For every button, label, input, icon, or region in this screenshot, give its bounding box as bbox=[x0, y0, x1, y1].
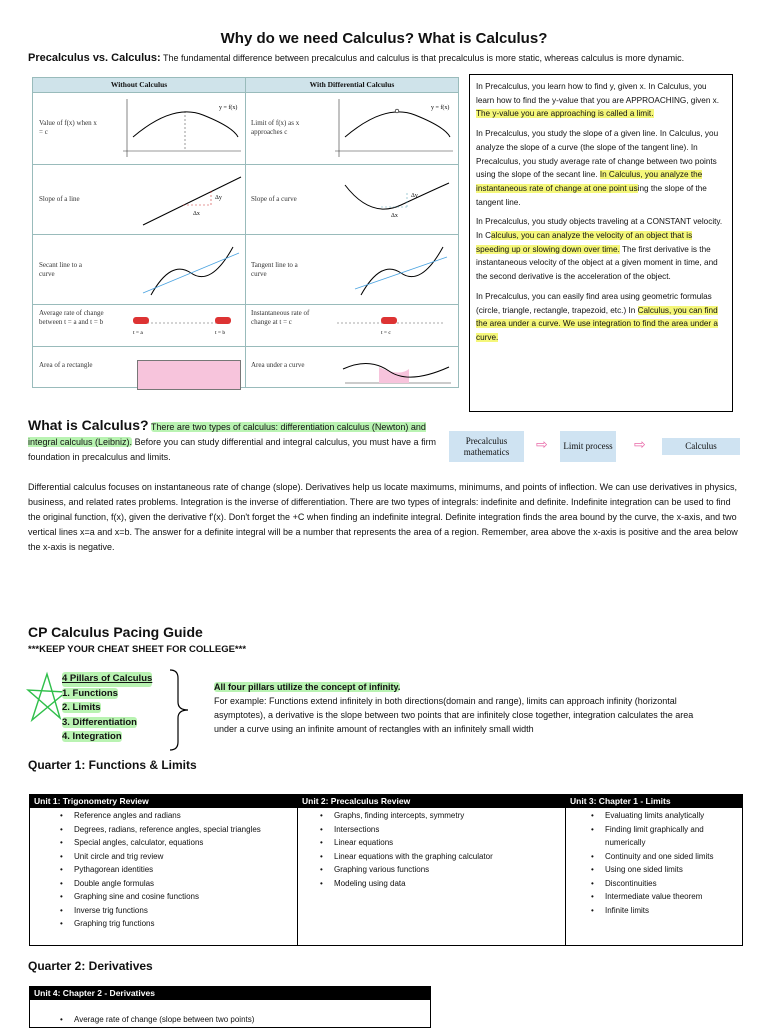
arrow-right-icon: ⇨ bbox=[634, 436, 646, 452]
graph-average-rate bbox=[129, 309, 243, 343]
rectangle-area bbox=[137, 360, 241, 390]
list-item: • Intermediate value theorem bbox=[591, 890, 736, 904]
quarter-2-table bbox=[29, 986, 431, 1028]
list-item: • Intersections bbox=[320, 823, 560, 837]
list-item: • Linear equations with the graphing calculator bbox=[320, 850, 560, 864]
list-item: • Pythagorean identities bbox=[60, 863, 290, 877]
what-highlight: There are two types of calculus: differentiation calculus (Newton) and integral calculus (Leibniz). bbox=[28, 422, 426, 447]
pillars-list bbox=[62, 672, 152, 745]
intro-line bbox=[28, 52, 684, 64]
unit-header: Unit 3: Chapter 1 - Limits bbox=[566, 795, 742, 808]
what-is-calculus bbox=[28, 418, 438, 465]
unit-header: Unit 1: Trigonometry Review bbox=[30, 795, 298, 808]
brace-icon bbox=[168, 668, 198, 752]
list-item: • Linear equations bbox=[320, 836, 560, 850]
row-left-label: Slope of a line bbox=[39, 195, 80, 203]
paragraph-limits bbox=[476, 80, 726, 121]
row-left-label: Area of a rectangle bbox=[39, 361, 93, 369]
dy-label: Δy bbox=[215, 195, 222, 201]
highlight: ate of change bbox=[532, 183, 584, 193]
flow-calculus: Calculus bbox=[662, 438, 740, 455]
highlight: Calculus, you can find the area under a curve. We use integration to find the area under a curve. bbox=[476, 305, 718, 342]
unit-header: Unit 4: Chapter 2 - Derivatives bbox=[30, 987, 430, 1000]
explanation-box bbox=[469, 74, 733, 412]
list-item: • Continuity and one sided limits bbox=[591, 850, 736, 864]
list-item: • Average rate of change (slope between two points) bbox=[60, 1013, 420, 1027]
row-left-label: Average rate of change between t = a and t = b bbox=[39, 309, 104, 326]
list-item: • Graphing trig functions bbox=[60, 917, 290, 931]
unit-3-list bbox=[591, 809, 736, 917]
dy-label: Δy bbox=[411, 193, 418, 199]
list-item: • Evaluating limits analytically bbox=[591, 809, 736, 823]
text: In Precalculus, you study the slope of a given line. In Calculus, you analyze the slope of a curve (the slope of the tangent line). In Precalculus, you study average rate of change between two points using the slope of the secant line. bbox=[476, 129, 719, 180]
list-item: • Graphing various functions bbox=[320, 863, 560, 877]
graph-value-of-fx bbox=[113, 97, 243, 161]
pacing-heading: CP Calculus Pacing Guide bbox=[28, 624, 203, 640]
intro-bold: Precalculus vs. Calculus: bbox=[28, 52, 161, 64]
pillars-title: 4 Pillars of Calculus bbox=[62, 672, 152, 687]
tb-label: t = b bbox=[215, 330, 226, 336]
pillar-item: 3. Differentiation bbox=[62, 716, 137, 728]
what-heading: What is Calculus? bbox=[28, 417, 149, 433]
unit-header: Unit 2: Precalculus Review bbox=[298, 795, 566, 808]
paragraph-velocity bbox=[476, 215, 726, 284]
row-right-label: Limit of f(x) as x approaches c bbox=[251, 119, 300, 136]
quarter-1-heading: Quarter 1: Functions & Limits bbox=[28, 758, 197, 772]
list-item: • Degrees, radians, reference angles, special triangles bbox=[60, 823, 290, 837]
tc-label: t = c bbox=[381, 330, 391, 336]
highlight: In Calculus, you analyze the instantaneous r bbox=[476, 170, 703, 193]
list-item: • Infinite limits bbox=[591, 904, 736, 918]
text: In Precalculus, you learn how to find y, given x. In Calculus, you learn how to find the y-value that you are APPROACHING, given x. bbox=[476, 82, 720, 105]
list-item: • Finding limit graphically and numerically bbox=[591, 823, 736, 850]
row-right-label: Area under a curve bbox=[251, 361, 305, 369]
comparison-table bbox=[32, 77, 459, 388]
pillar-item: 1. Functions bbox=[62, 687, 118, 699]
comparison-row bbox=[33, 164, 458, 235]
comparison-row bbox=[33, 92, 458, 165]
graph-area-under-curve bbox=[339, 347, 453, 388]
text: In Precalculus, you study objects traveling at a CONSTANT velocity. In C bbox=[476, 217, 723, 241]
flow-limit-process: Limit process bbox=[560, 431, 616, 462]
pillar-item: 4. Integration bbox=[62, 731, 122, 742]
unit-1-list bbox=[60, 809, 290, 931]
highlight: The y-value you are approaching is called a limit. bbox=[476, 109, 654, 119]
list-item: • Inverse trig functions bbox=[60, 904, 290, 918]
flow-precalculus: Precalculus mathematics bbox=[449, 431, 524, 462]
fx-label: y = f(x) bbox=[431, 105, 450, 111]
what-text: Before you can study differential and integral calculus, you must have a firm foundation in precalculus and limits. bbox=[28, 437, 437, 462]
list-item: • Using one sided limits bbox=[591, 863, 736, 877]
differential-paragraph: Differential calculus focuses on instantaneous rate of change (slope). Derivatives help us locate maximums, minimums, and points of inflection. We can use derivatives in physics, business, and related rates problems. Integration is the inverse of differentiation. There are two types of integrals: indefinite and definite. Indefinite integration can be used to find the original function, f(x), given the derivative f'(x). Don't forget the +C when finding an indefinite integral. Definite integration finds the area bound by the curve, the x-axis, and two vertical lines x=a and x=b. The answer for a definite integral will be a number that represents the area of a region. Remember, area above the x-axis is positive and the area below the x-axis is negative. bbox=[28, 482, 738, 552]
row-right-label: Instantaneous rate of change at t = c bbox=[251, 309, 310, 326]
list-item: • Double angle formulas bbox=[60, 877, 290, 891]
graph-instantaneous-rate bbox=[333, 309, 453, 343]
pillars-note-text: For example: Functions extend infinitely in both directions(domain and range), limits can approach infinity (horizontal asymptotes), a derivative is the slope between two points that are infinitely close together, integration calculates the area under a curve using an infinite amount of rectangles with an infinitely small width bbox=[214, 696, 694, 734]
list-item: • Graphs, finding intercepts, symmetry bbox=[320, 809, 560, 823]
text: The first derivative is the instantaneous velocity of the object at a given moment in time, and the second derivative is the acceleration of the object. bbox=[476, 244, 718, 282]
list-item: • Unit circle and trig review bbox=[60, 850, 290, 864]
comparison-row bbox=[33, 346, 458, 388]
list-item: • Reference angles and radians bbox=[60, 809, 290, 823]
pillars-note-highlight: All four pillars utilize the concept of infinity. bbox=[214, 682, 401, 692]
dx-label: Δx bbox=[193, 211, 200, 217]
dx-label: Δx bbox=[391, 213, 398, 219]
pillar-item: 2. Limits bbox=[62, 702, 101, 713]
graph-slope-line bbox=[133, 169, 243, 231]
row-right-label: Slope of a curve bbox=[251, 195, 297, 203]
list-item: • Graphing sine and cosine functions bbox=[60, 890, 290, 904]
intro-text: The fundamental difference between precalculus and calculus is that precalculus is more static, whereas calculus is more dynamic. bbox=[160, 53, 685, 63]
graph-limit bbox=[325, 97, 455, 161]
highlight: at one point us bbox=[583, 183, 638, 193]
unit-4-list bbox=[60, 1013, 420, 1027]
comparison-row bbox=[33, 234, 458, 305]
graph-slope-curve bbox=[341, 169, 451, 231]
comparison-row bbox=[33, 304, 458, 347]
graph-secant bbox=[141, 239, 241, 301]
list-item: • Modeling using data bbox=[320, 877, 560, 891]
list-item: • Discontinuities bbox=[591, 877, 736, 891]
fx-label: y = f(x) bbox=[219, 105, 238, 111]
pillars-note bbox=[214, 680, 704, 736]
text: ing the slope of the tangent line. bbox=[476, 183, 707, 207]
paragraph-area bbox=[476, 290, 726, 345]
quarter-2-heading: Quarter 2: Derivatives bbox=[28, 959, 153, 973]
row-right-label: Tangent line to a curve bbox=[251, 261, 298, 278]
header-without-calculus: Without Calculus bbox=[33, 78, 245, 92]
header-with-calculus: With Differential Calculus bbox=[246, 78, 458, 92]
unit-2-list bbox=[320, 809, 560, 890]
page-title: Why do we need Calculus? What is Calculus? bbox=[220, 30, 548, 47]
paragraph-slope bbox=[476, 127, 726, 209]
graph-tangent bbox=[351, 239, 451, 301]
quarter-1-table bbox=[29, 794, 743, 946]
row-left-label: Value of f(x) when x = c bbox=[39, 119, 97, 136]
text: In Precalculus, you can easily find area using geometric formulas (circle, triangle, rectangle, trapezoid, etc.) In bbox=[476, 291, 712, 315]
list-item: • Special angles, calculator, equations bbox=[60, 836, 290, 850]
arrow-right-icon: ⇨ bbox=[536, 436, 548, 452]
pacing-subheading: ***KEEP YOUR CHEAT SHEET FOR COLLEGE*** bbox=[28, 644, 247, 655]
highlight: alculus, you can analyze the velocity of an object that is speeding up or slowing down over time. bbox=[476, 231, 693, 254]
ta-label: t = a bbox=[133, 330, 143, 336]
row-left-label: Secant line to a curve bbox=[39, 261, 82, 278]
